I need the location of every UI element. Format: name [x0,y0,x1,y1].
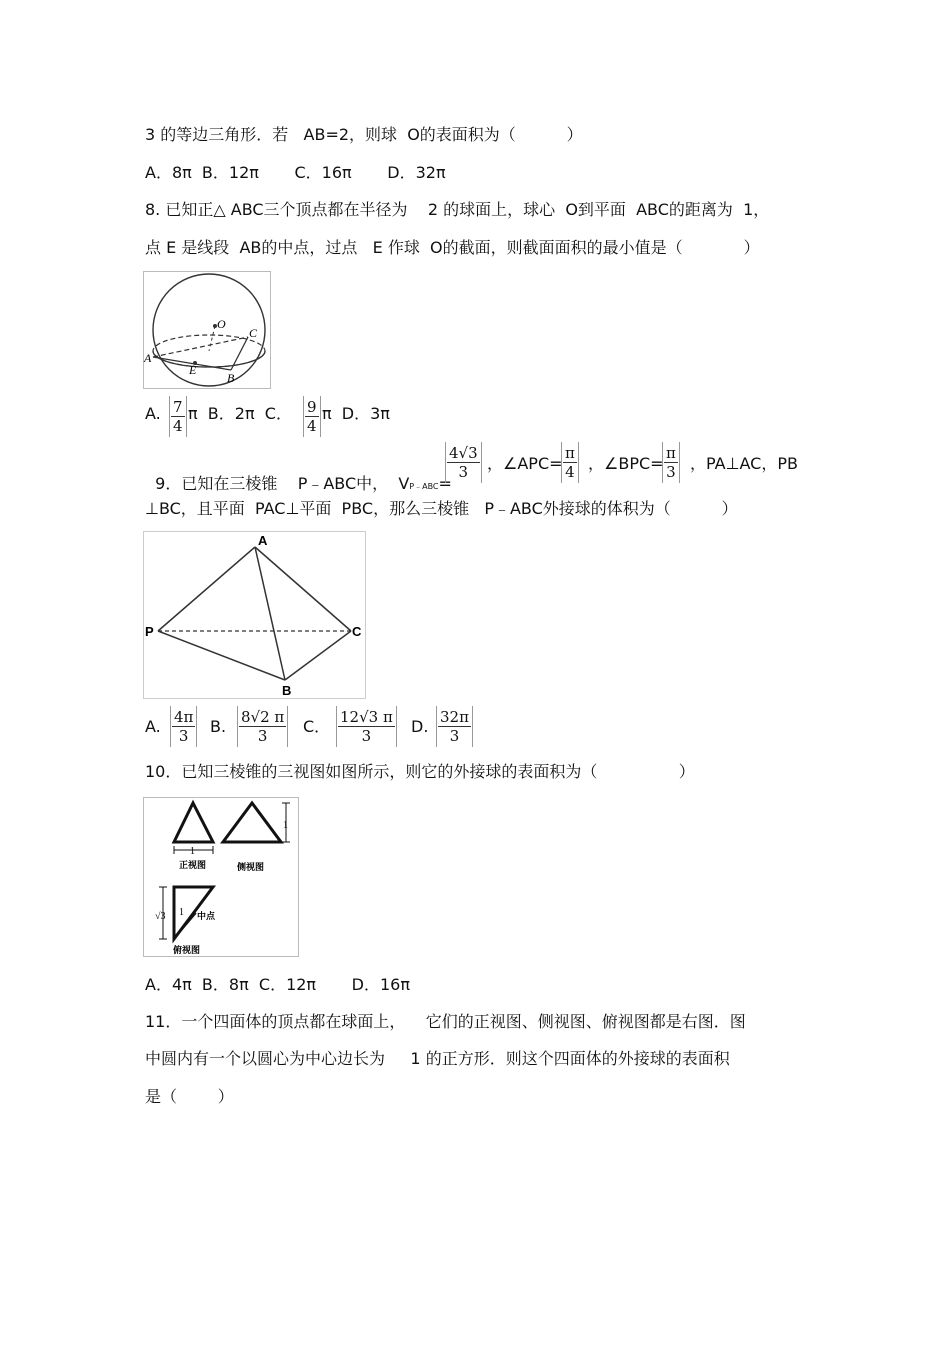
q9-stem-line2: ⊥BC，且平面 PAC⊥平面 PBC，那么三棱锥 P﹣ABC外接球的体积为（ ） [145,499,738,518]
q9-frac-v-den: 3 [458,463,469,481]
q10-top-inner-label: 1 [179,907,184,918]
q11-stem-line2: 中圆内有一个以圆心为中心边长为 1 的正方形．则这个四面体的外接球的表面积 [145,1049,730,1068]
q9-frac-apc-num: π [565,444,575,462]
q9-apc-fraction [563,444,577,481]
q9-label-a: A [258,533,268,548]
q9-frac-a-den: 3 [178,727,189,745]
q8-label-a: A [144,351,152,365]
q9-option-c-label: C． [303,717,331,736]
q9-angle-bpc-text: ，∠BPC= [588,454,664,473]
q8-label-o: O [217,317,226,331]
q9-frac-b-den: 3 [257,727,268,745]
q8-label-c: C [249,326,258,340]
q10-midpoint-label: 中点 [197,912,216,922]
q8-frac-a-den: 4 [173,417,183,435]
q9-label-p: P [145,624,154,639]
q9-pyramid-figure [143,531,366,699]
q8-option-a-label: A. [145,404,161,423]
q10-side-view-caption: 侧视图 [237,863,265,873]
q10-stem: 10．已知三棱锥的三视图如图所示，则它的外接球的表面积为（ ） [145,762,695,781]
q9-label-c: C [352,624,362,639]
q8-stem-line2: 点 E 是线段 AB的中点，过点 E 作球 O的截面，则截面面积的最小值是（ ） [145,238,760,257]
q9-option-b-label: B. [210,717,227,736]
q10-side-height-label: 1 [283,820,288,831]
q9-frac-c-num: 12√3 π [340,708,393,726]
q9-eq: = [438,474,452,493]
q9-frac-a-num: 4π [174,708,194,726]
q9-option-a-fraction [172,708,195,745]
q9-frac-d-num: 32π [440,708,469,726]
q9-volume-fraction [447,444,480,481]
q7-stem: 3 的等边三角形．若 AB=2，则球 O的表面积为（ ） [145,125,583,144]
q10-top-height-label: √3 [155,911,166,922]
q10-front-view-caption: 正视图 [179,861,207,871]
q9-frac-apc-den: 4 [565,463,575,481]
q9-frac-c-den: 3 [361,727,372,745]
q8-option-c-fraction [305,398,319,435]
q8-frac-c-den: 4 [307,417,317,435]
q8-label-b: B [227,371,235,385]
q8-option-a-fraction [171,398,185,435]
q7-options: A．8π B．12π C．16π D．32π [145,163,446,182]
q9-option-d-fraction [438,708,471,745]
q8-stem-line1: 8. 已知正△ ABC三个顶点都在半径为 2 的球面上，球心 O到平面 ABC的距离为 1， [145,200,770,219]
q9-angle-apc-text: ，∠APC= [487,454,563,473]
q11-stem-line3: 是（ ） [145,1087,234,1106]
q11-stem-line1: 11．一个四面体的顶点都在球面上， 它们的正视图、侧视图、俯视图都是右图．图 [145,1012,746,1031]
q9-label-b: B [282,683,292,698]
q9-option-a-label: A. [145,717,161,736]
q9-option-c-fraction [338,708,395,745]
q9-bpc-fraction [664,444,678,481]
q9-option-b-fraction [239,708,286,745]
q9-frac-bpc-den: 3 [666,463,676,481]
q9-v-subscript: P﹣ABC [409,482,439,491]
q9-stem-text: 9．已知在三棱锥 P﹣ABC中， V [155,474,410,493]
q8-label-e: E [189,363,197,377]
q10-top-view-caption: 俯视图 [173,946,201,956]
q9-frac-b-num: 8√2 π [241,708,285,726]
q10-options: A．4π B．8π C．12π D．16π [145,975,410,994]
q9-frac-bpc-num: π [666,444,676,462]
q9-stem-start [145,454,452,497]
q8-frac-c-num: 9 [307,398,317,416]
q8-options-end: π D．3π [322,404,390,423]
q9-frac-d-den: 3 [449,727,460,745]
q10-three-view-figure [143,797,299,957]
q9-stem-end: ，PA⊥AC，PB [690,454,798,473]
q8-frac-a-num: 7 [173,398,183,416]
q8-sphere-figure [143,271,271,389]
q9-option-d-label: D. [411,717,429,736]
q10-front-width-label: 1 [190,846,195,857]
q8-options-mid: π B．2π C． [188,404,292,423]
q9-frac-v-num: 4√3 [449,444,478,462]
